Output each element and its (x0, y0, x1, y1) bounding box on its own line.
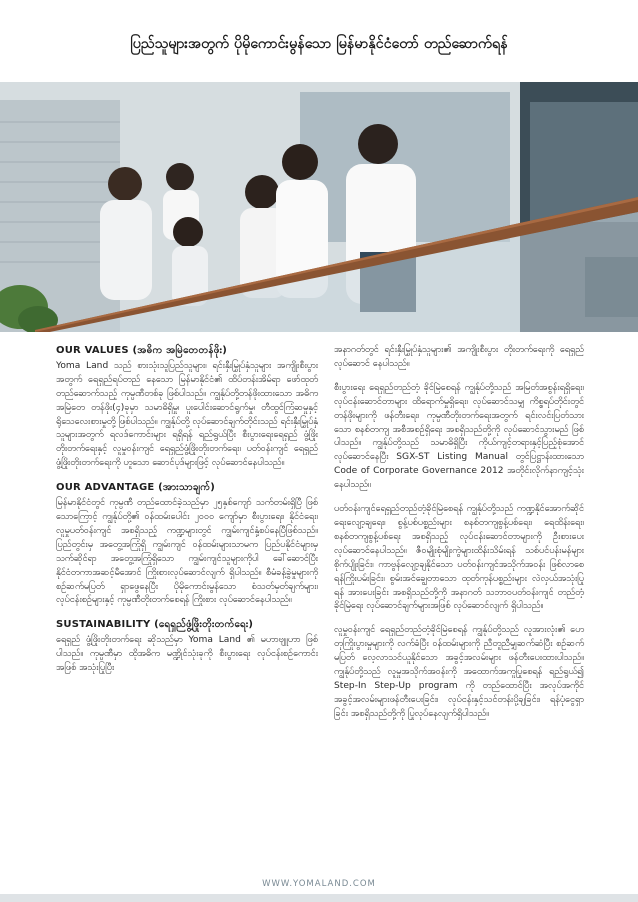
sustainability-section (56, 618, 318, 676)
footer-bar (0, 894, 638, 902)
values-heading-mm: (အဓိက အမြဲတေတန်ဖိုး) (132, 345, 227, 356)
sustainability-heading-en: SUSTAINABILITY (56, 619, 151, 631)
right-column (334, 344, 584, 732)
sustainability-body: ရေရှည် ဖွံ့ဖြိုးတိုးတက်ရေး ဆိုသည်မှာ Yoma Land ၏ မဟာဗျူဟာ ဖြစ်ပါသည်။ ကုမ္ပဏီမှာ ထိုအဓိက မဏ္ဍိုင်သုံးခုကို စီးပွားရေး လုပ်ငန်းစဉ်ကောင်းအဖြစ် အသုံးပြုပြီး (56, 635, 318, 674)
left-column (56, 344, 318, 686)
sustainability-heading (56, 618, 318, 632)
advantage-section (56, 481, 318, 608)
sustainability-heading-mm: (ရေရှည်ဖွံ့ဖြိုးတိုးတက်ရေး) (154, 619, 254, 631)
values-heading (56, 344, 318, 358)
right-paragraph-3: ပတ်ဝန်းကျင်ရေရှည်တည်တံ့ခိုင်မြဲစေရန် ကျွန်ုပ်တို့သည် ကဏ္ဍနိုင်အောက်ဆိုင်ရေးလျော့ချရေး၊ စွန့်ပစ်ပစ္စည်းများ စနစ်တကျစွန့်ပစ်ရေး၊ ရေထိန်းရေး၊ စနစ်တကျစွန့်ပစ်ရေး အစရှိသည့် လုပ်ငန်းဆောင်တာများကို ဦးစားပေး လုပ်ဆောင်နေပါသည်။ ဇီဝမျိုးစုံမျိုးကွဲများထိန်းသိမ်းရန် သစ်ပင်ပန်းမန်များစိုက်ပျိုးခြင်း၊ ကာဗွန်လျော့ချနိုင်သော ပတ်ဝန်းကျင်အသိုက်အဝန်း ဖြစ်လာစေရန်ကြိုးပမ်းခြင်း၊ စွမ်းအင်ချွေတာသော ထုတ်ကုန်ပစ္စည်းများ လဲလှယ်အသုံးပြုရန် အားပေးခြင်း အစရှိသည်တို့ကို အနာဂတ် သဘာဝပတ်ဝန်းကျင် တည်တံ့ခိုင်မြဲရေး လုပ်ဆောင်ချက်များအဖြစ် လုပ်ဆောင်လျက် ရှိပါသည်။ (334, 504, 584, 612)
values-body: Yoma Land သည် စားသုံးသူပြည်သူများ၊ ရင်းနှီးမြှုပ်နှံသူများ အကျိုးစီးပွားအတွက် ရေရှည်ရပ်တည် နေသော မြန်မာနိုင်ငံ၏ ထိပ်တန်းအိမ်ရာ ဖော်ထုတ် တည်ဆောက်သည့် ကုမ္ပဏီတစ်ခု ဖြစ်ပါသည်။ ကျွန်ုပ်တို့တန်ဖိုးထားသော အဓိကအမြဲတေ တန်ဖိုး(၄)ခုမှာ သမာဓိရှိမှု၊ ပူးပေါင်းဆောင်ရွက်မှု၊ တီထွင်ကြံဆမှုနှင့် ရိုသေလေးစားမှုတို့ ဖြစ်ပါသည်။ ကျွန်ုပ်တို့ လုပ်ဆောင်ချက်တိုင်းသည် ရင်းနှီးမြှုပ်နှံသူများအတွက် ရလဒ်ကောင်းများ ရရှိရန် ရည်ရွယ်ပြီး စီးပွားရေးရေရှည် ဖွံ့ဖြိုးတိုးတက်ရေးနှင့် လူမှုဝန်းကျင် ရေရှည်ဖွံ့ဖြိုးတိုးတက်ရေး၊ ပတ်ဝန်းကျင် ရေရှည် ဖွံ့ဖြိုးတိုးတက်ရေးကို ဟူသော ဆောင်ပုဒ်များဖြင့် လုပ်ဆောင်နေပါသည်။ (56, 360, 318, 469)
advantage-heading (56, 481, 318, 495)
advantage-heading-en: OUR ADVANTAGE (56, 482, 155, 494)
family-balcony-photo (0, 82, 638, 332)
footer-url[interactable]: WWW.YOMALAND.COM (262, 879, 376, 889)
advantage-heading-mm: (အားသာချက်) (158, 482, 216, 494)
right-paragraph-2: စီးပွားရေး ရေရှည်တည်တံ့ ခိုင်မြဲစေရန် ကျွန်ုပ်တို့သည် အမြတ်အစွန်းရရှိရေး၊ လုပ်ငန်းဆောင်တာများ ထိရောက်မှုရှိရေး၊ လုပ်ဆောင်သမျှ ကိစ္စရပ်တိုင်းတွင် တန်ဖိုးများကို ဖန်တီးရေး၊ ကုမ္ပဏီတိုးတက်ရေးအတွက် ရင်းလင်းပြတ်သားသော စနစ်တကျ အစီအစဉ်ရှိရေး အစရှိသည်တို့ကို လုပ်ဆောင်သွားမည် ဖြစ်ပါသည်။ ကျွန်ုပ်တို့သည် သမာဓိရှိပြီး ကိုယ်ကျင့်တရားနှင့်ပြည့်စုံအောင် လုပ်ဆောင်နေပြီး SGX-ST Listing Manual တွင်ပြဋ္ဌာန်းထားသော Code of Corporate Governance 2012 အတိုင်းလိုက်နာကျင့်သုံးနေပါသည်။ (334, 382, 584, 491)
right-paragraph-4: လူမှုဝန်းကျင် ရေရှည်တည်တံ့ခိုင်မြဲစေရန် ကျွန်ုပ်တို့သည် လူအားလုံး၏ ဟေတုကြိုးပွားမှုများကို လက်ခံပြီး ဝန်ထမ်းများကို ညီတူညီမျှဆက်ဆံပြီး စဉ်ဆက်မပြတ် လေ့လာသင်ယူနိုင်သော အခွင့်အလမ်းများ ဖန်တီးပေးထားပါသည်။ ကျွန်ုပ်တို့သည် လူမှုအသိုက်အဝန်းကို အထောက်အကူပြုစေရန် ရည်ရွယ်၍ Step-In Step-Up program ကို တည်ထောင်ပြီး အလုပ်အကိုင်အခွင့်အလမ်းများဖန်တီးပေးခြင်း၊ လုပ်ငန်းနှင့်သင်တန်းပို့ချခြင်း၊ ရန်ပုံငွေရှာခြင်း အစရှိသည်တို့ကို ပြုလုပ်နေလျက်ရှိပါသည်။ (334, 625, 584, 719)
right-paragraph-1: အနာဂတ်တွင် ရင်းနှီးမြှုပ်နှံသူများ၏ အကျိုးစီးပွား တိုးတက်ရေးကို ရေရှည်လုပ်ဆောင် နေပါသည်။ (334, 345, 584, 369)
values-heading-en: OUR VALUES (56, 345, 129, 356)
page-title: ပြည်သူများအတွက် ပိုမိုကောင်းမွန်သော မြန်မာနိုင်ငံတော် တည်ဆောက်ရန် (130, 36, 508, 52)
advantage-body: မြန်မာနိုင်ငံတွင် ကုမ္ပဏီ တည်ထောင်ခဲ့သည်မှာ ၂၅နှစ်ကျော် သက်တမ်းရှိပြီ ဖြစ်သောကြောင့် ကျွန်ုပ်တို့၏ ဝန်ထမ်းပေါင်း ၂၀၀၀ ကျော်မှာ စီးပွားရေး၊ နိုင်ငံရေး၊ လူမှုပတ်ဝန်းကျင် အစရှိသည့် ကဏ္ဍများတွင် ကျွမ်းကျင်နှံ့စပ်နေပြီဖြစ်သည်။ ပြည်တွင်းမှ အတွေ့အကြုံရှိ ကျွမ်းကျင် ဝန်ထမ်းများသာမက ပြည်ပနိုင်ငံများမှ သက်ဆိုင်ရာ အတွေ့အကြုံရှိသော ကျွမ်းကျင်သူများကိုပါ ခေါ်ဆောင်ပြီး နိုင်ငံတကာအဆင့်မီအောင် ကြိုးစားလုပ်ဆောင်လျက် ရှိပါသည်။ စီမံခန့်ခွဲမှုများကို စဉ်ဆက်မပြတ် ရှာဖွေနေပြီး ပိုမိုကောင်းမွန်သော စံသတ်မှတ်ချက်များ၊ လုပ်ငန်းစဉ်များနှင့် ကုမ္ပဏီတိုးတက်စေရန် ကြိုးစား လုပ်ဆောင်နေပါသည်။ (56, 498, 318, 606)
values-section (56, 344, 318, 471)
